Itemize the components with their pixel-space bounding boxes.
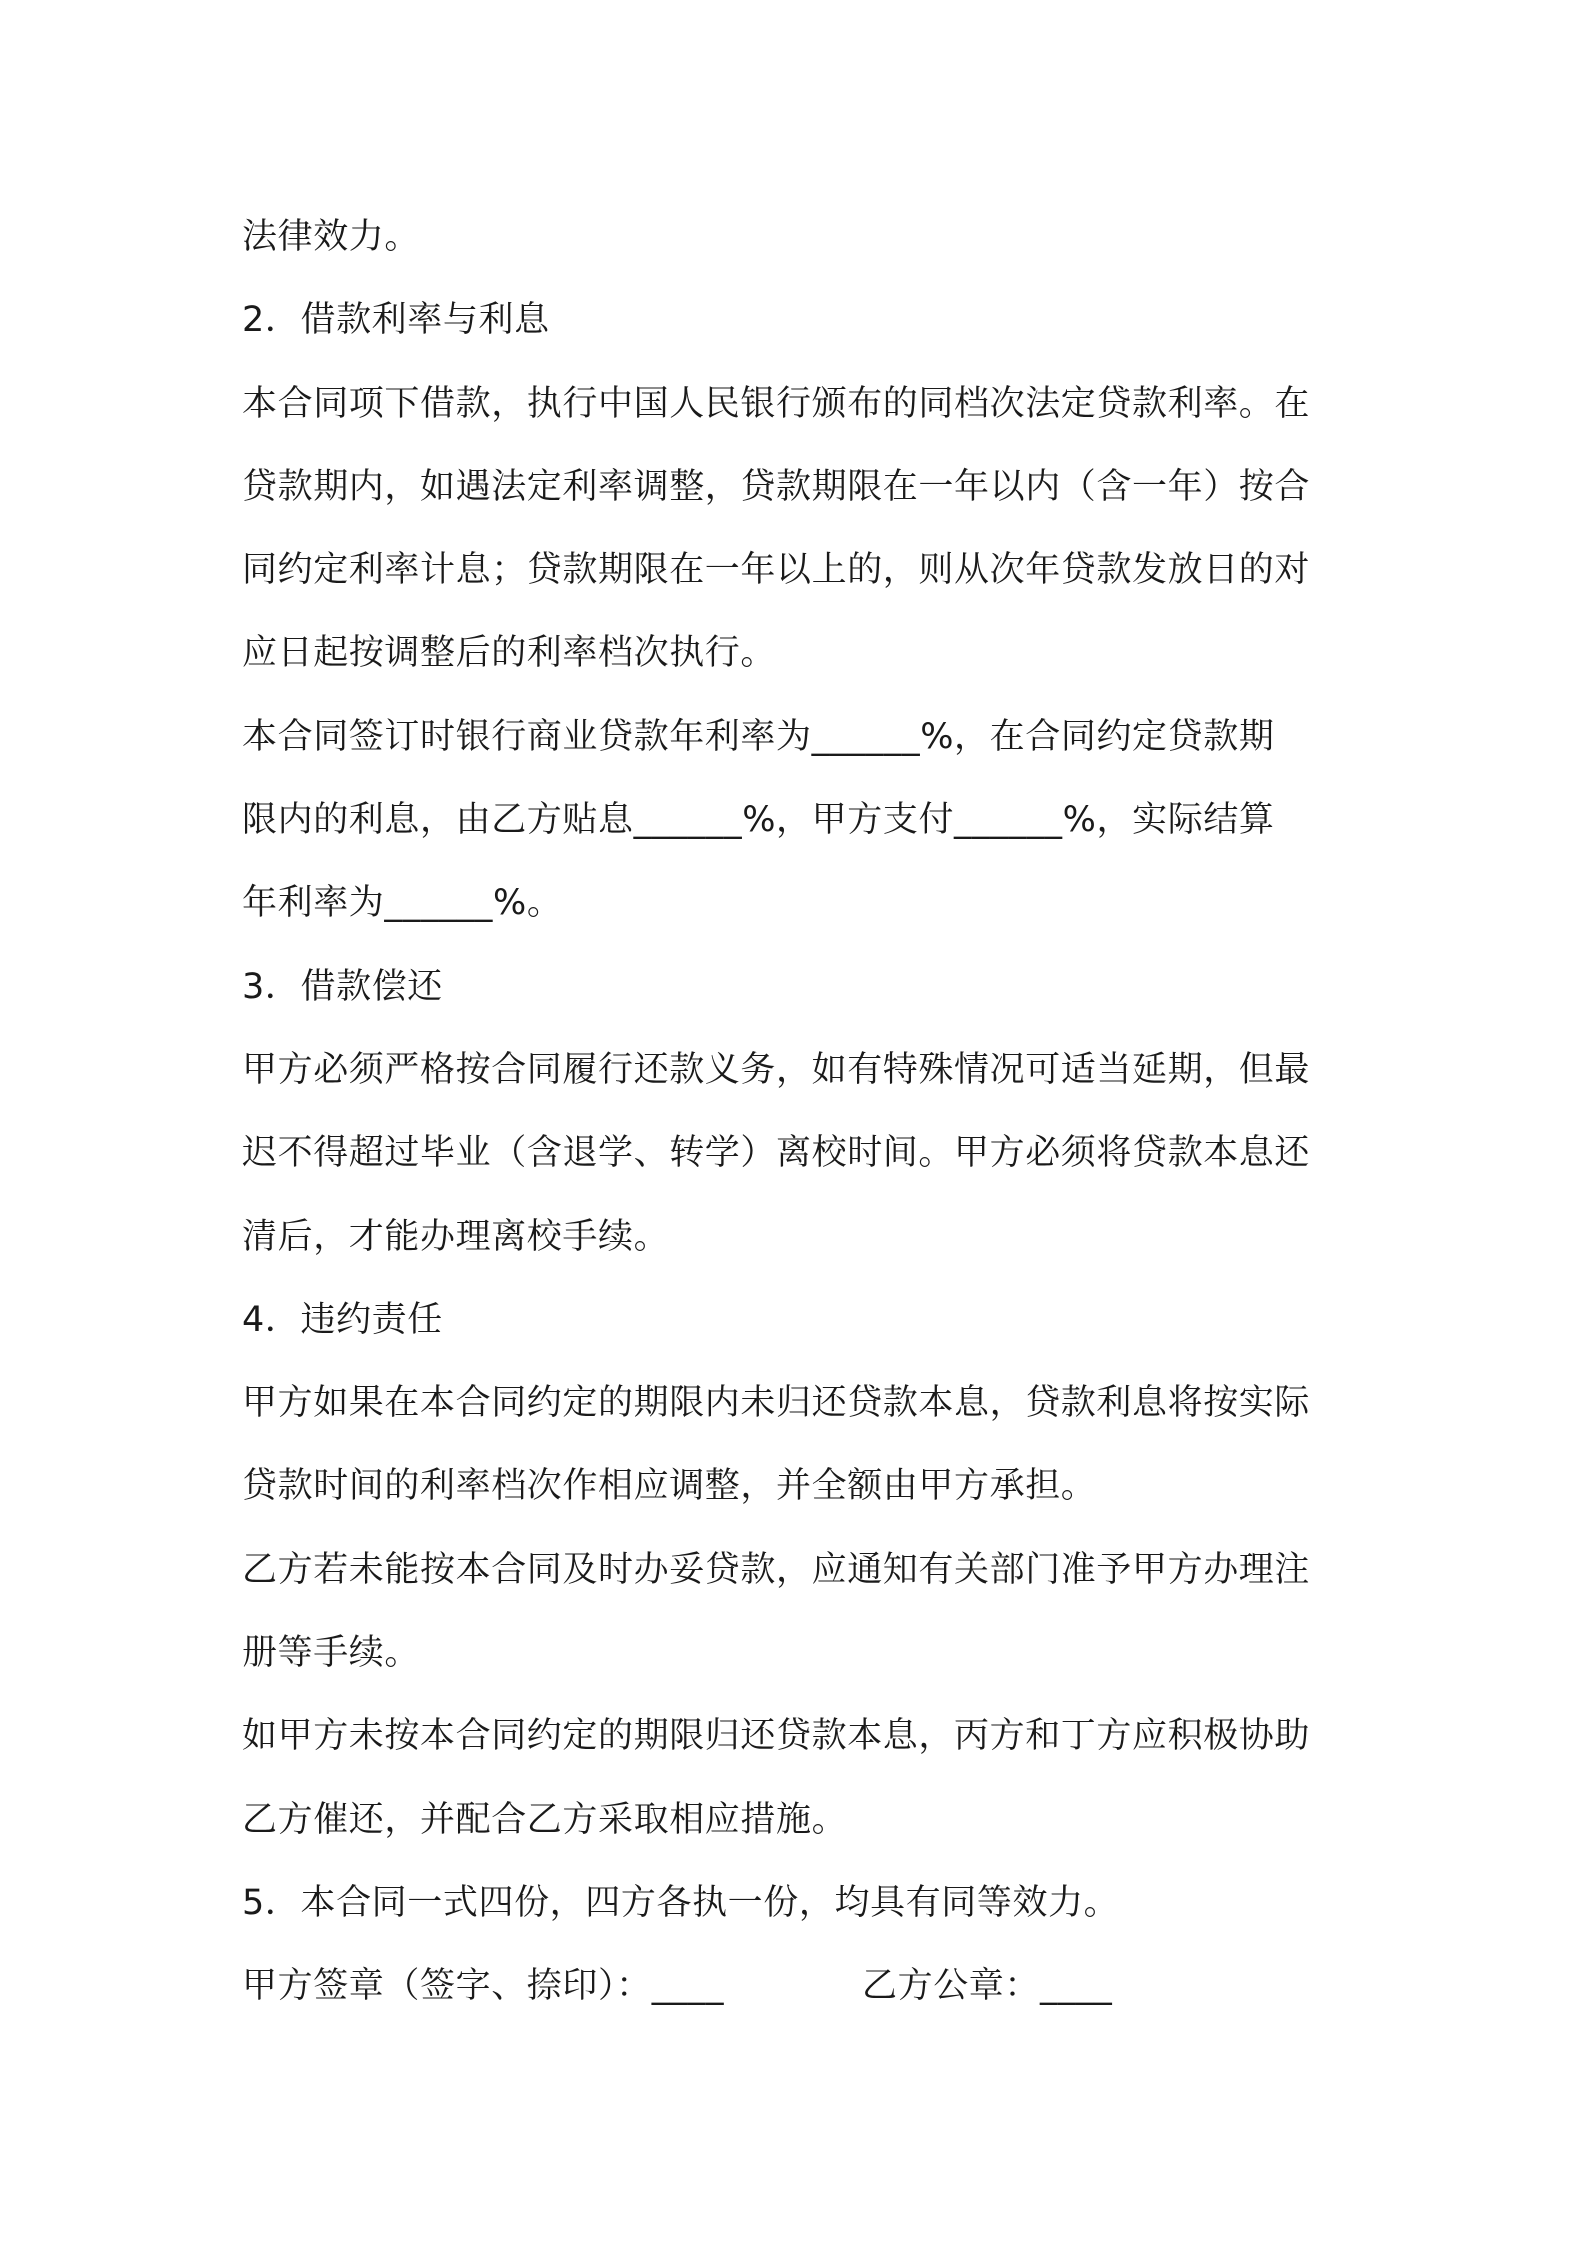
section-heading: 3．借款偿还 (242, 966, 443, 1007)
text-line: 甲方如果在本合同约定的期限内未归还贷款本息，贷款利息将按实际 (242, 1383, 1311, 1424)
text-line: 本合同签订时银行商业贷款年利率为______%，在合同约定贷款期 (242, 716, 1275, 757)
text-line: 甲方必须严格按合同履行还款义务，如有特殊情况可适当延期，但最 (242, 1049, 1311, 1090)
text-line: 如甲方未按本合同约定的期限归还贷款本息，丙方和丁方应积极协助 (242, 1716, 1311, 1757)
text-line: 贷款期内，如遇法定利率调整，贷款期限在一年以内（含一年）按合 (242, 466, 1311, 507)
text-line: 限内的利息，由乙方贴息______%，甲方支付______%，实际结算 (242, 800, 1275, 841)
text-line: 贷款时间的利率档次作相应调整，并全额由甲方承担。 (242, 1466, 1097, 1507)
text-line: 法律效力。 (242, 217, 421, 257)
party-b-seal-label: 乙方公章：____ (862, 1966, 1113, 2007)
section-heading: 4．违约责任 (242, 1299, 443, 1340)
section-heading: 5．本合同一式四份，四方各执一份，均具有同等效力。 (242, 1882, 1120, 1923)
text-line: 本合同项下借款，执行中国人民银行颁布的同档次法定贷款利率。在 (242, 383, 1311, 424)
signature-row (242, 1945, 1362, 2028)
text-line: 乙方催还，并配合乙方采取相应措施。 (242, 1799, 848, 1840)
section-heading: 2．借款利率与利息 (242, 300, 550, 341)
text-line: 应日起按调整后的利率档次执行。 (242, 633, 777, 674)
text-line: 年利率为______%。 (242, 883, 563, 924)
text-line: 清后，才能办理离校手续。 (242, 1216, 670, 1257)
text-line: 迟不得超过毕业（含退学、转学）离校时间。甲方必须将贷款本息还 (242, 1133, 1311, 1174)
party-a-signature-label: 甲方签章（签字、捺印）：____ (242, 1966, 725, 2007)
text-line: 同约定利率计息；贷款期限在一年以上的，则从次年贷款发放日的对 (242, 550, 1311, 591)
text-line: 册等手续。 (242, 1633, 421, 1674)
text-line: 乙方若未能按本合同及时办妥贷款，应通知有关部门准予甲方办理注 (242, 1549, 1311, 1590)
document-body (242, 196, 1362, 2029)
